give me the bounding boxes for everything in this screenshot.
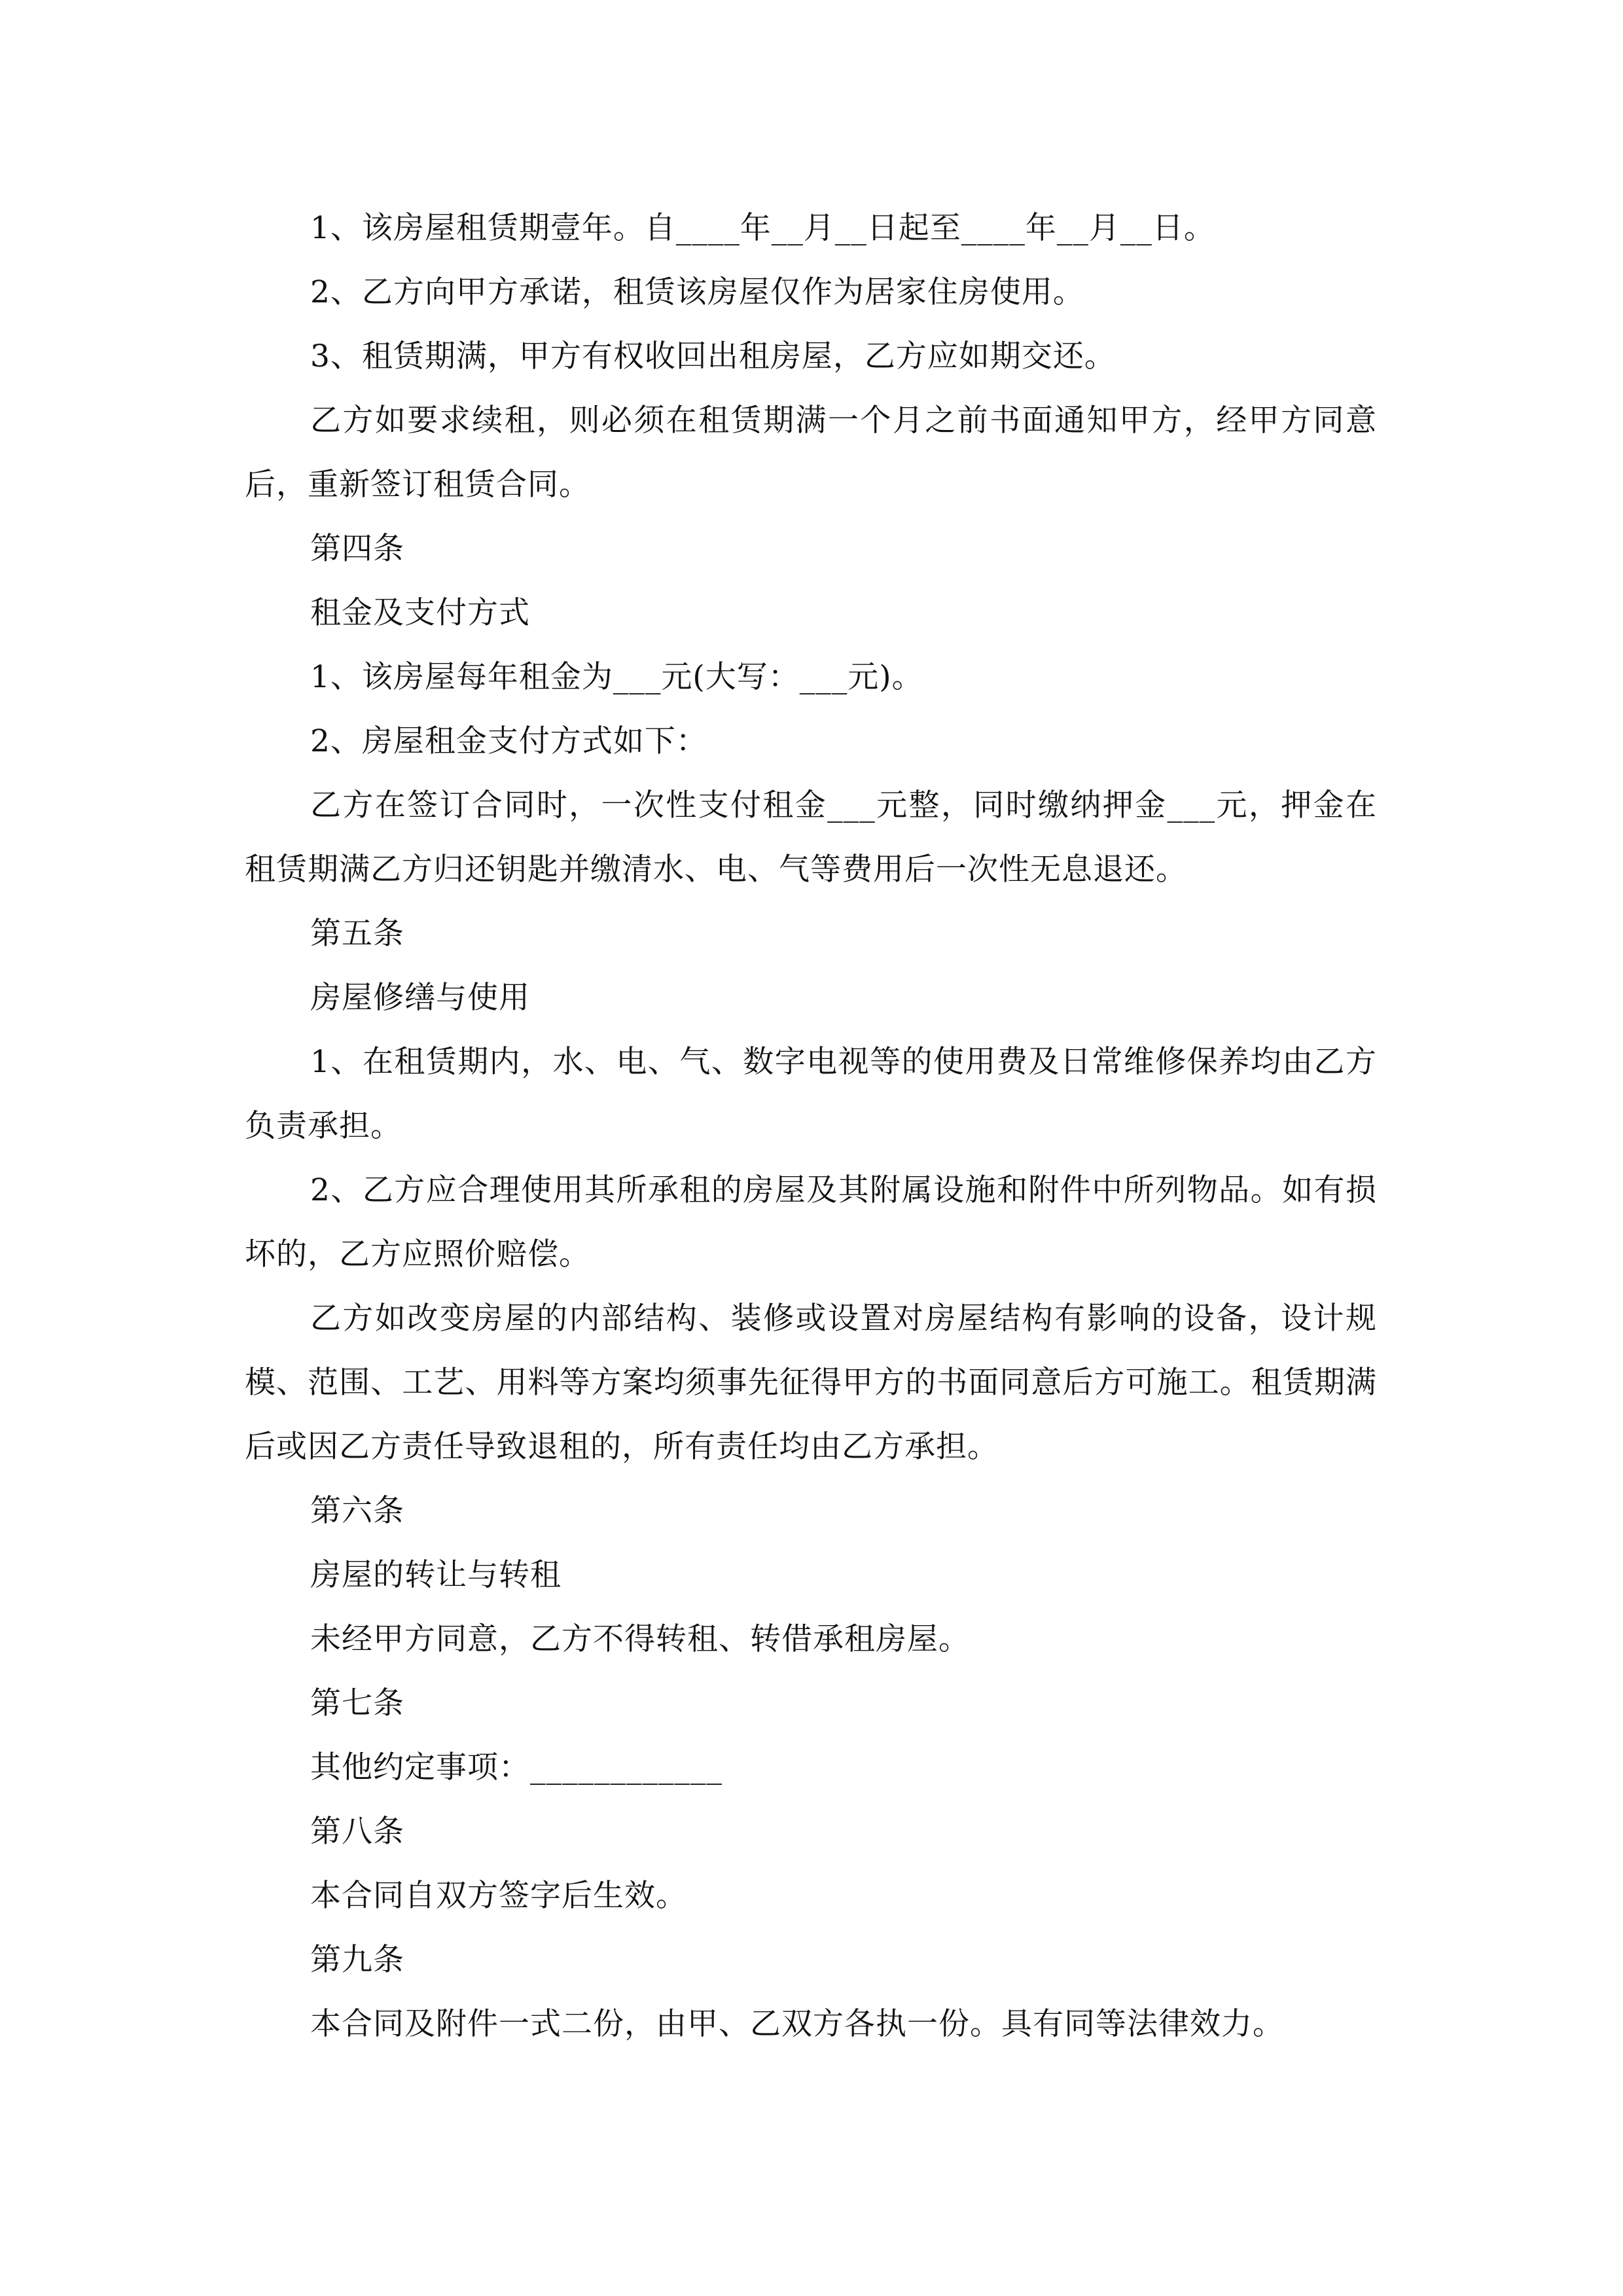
paragraph-effective: 本合同自双方签字后生效。: [310, 1878, 687, 1914]
paragraph-deposit: 乙方在签订合同时，一次性支付租金___元整，同时缴纳押金___元，押金在租赁期满乙方归还钥匙并缴清水、电、气等费用后一次性无息退还。: [245, 787, 1377, 888]
article-heading-7: 第七条: [310, 1685, 404, 1721]
article-title-transfer-sublease: 房屋的转让与转租: [310, 1557, 562, 1593]
paragraph-payment-method: 2、房屋租金支付方式如下：: [310, 723, 707, 759]
paragraph-annual-rent: 1、该房屋每年租金为___元(大写：___元)。: [310, 659, 923, 695]
article-title-rent-payment: 租金及支付方式: [310, 595, 530, 631]
article-heading-9: 第九条: [310, 1942, 404, 1978]
paragraph-no-sublease: 未经甲方同意，乙方不得转租、转借承租房屋。: [310, 1621, 970, 1657]
article-heading-8: 第八条: [310, 1814, 404, 1850]
document-body: [245, 196, 1377, 2056]
paragraph-return-premises: 3、租赁期满，甲方有权收回出租房屋，乙方应如期交还。: [310, 338, 1116, 374]
article-heading-4: 第四条: [310, 531, 404, 567]
article-heading-5: 第五条: [310, 916, 404, 952]
article-heading-6: 第六条: [310, 1493, 404, 1529]
paragraph-proper-use: 2、乙方应合理使用其所承租的房屋及其附属设施和附件中所列物品。如有损坏的，乙方应照价赔偿。: [245, 1172, 1377, 1272]
paragraph-utility-costs: 1、在租赁期内，水、电、气、数字电视等的使用费及日常维修保养均由乙方负责承担。: [245, 1044, 1377, 1144]
paragraph-residential-use: 2、乙方向甲方承诺，租赁该房屋仅作为居家住房使用。: [310, 274, 1084, 310]
paragraph-copies: 本合同及附件一式二份，由甲、乙双方各执一份。具有同等法律效力。: [310, 2006, 1284, 2042]
paragraph-structural-changes: 乙方如改变房屋的内部结构、装修或设置对房屋结构有影响的设备，设计规模、范围、工艺、用料等方案均须事先征得甲方的书面同意后方可施工。租赁期满后或因乙方责任导致退租的，所有责任均由乙方承担。: [245, 1300, 1377, 1465]
article-title-repair-use: 房屋修缮与使用: [310, 980, 530, 1016]
paragraph-other-terms: 其他约定事项：____________: [310, 1749, 722, 1785]
paragraph-renewal: 乙方如要求续租，则必须在租赁期满一个月之前书面通知甲方，经甲方同意后，重新签订租赁合同。: [245, 403, 1377, 503]
paragraph-lease-term: 1、该房屋租赁期壹年。自____年__月__日起至____年__月__日。: [310, 210, 1215, 246]
